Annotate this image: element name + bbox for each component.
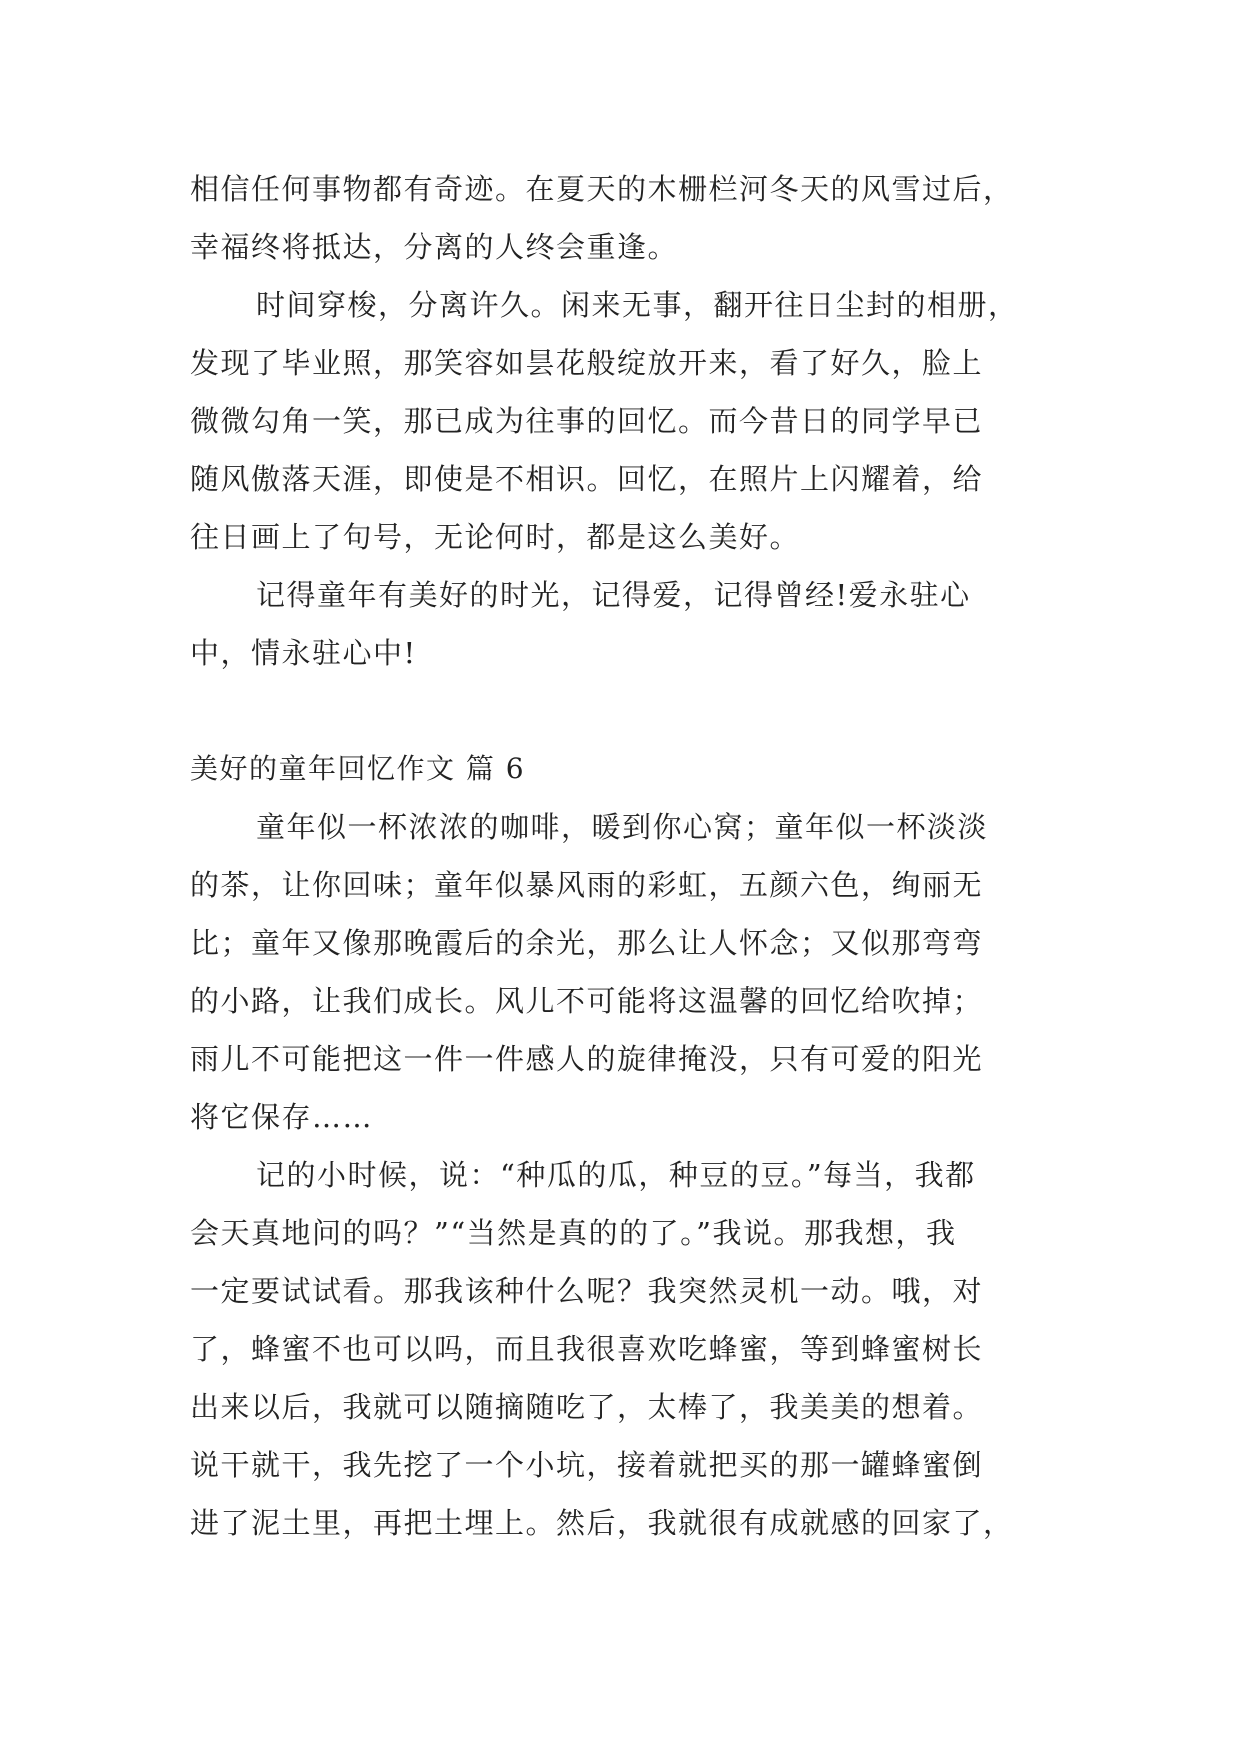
paragraph-line: 记的小时候，说：“种瓜的瓜，种豆的豆。”每当，我都 xyxy=(256,1158,976,1192)
paragraph-5 xyxy=(190,1146,1090,1552)
paragraph-line: 将它保存…… xyxy=(190,1100,374,1134)
paragraph-line: 往日画上了句号，无论何时，都是这么美好。 xyxy=(190,520,801,554)
paragraph-line: 微微勾角一笑，那已成为往事的回忆。而今昔日的同学早已 xyxy=(190,404,984,438)
paragraph-line: 比；童年又像那晚霞后的余光，那么让人怀念；又似那弯弯 xyxy=(190,926,984,960)
paragraph-line: 发现了毕业照，那笑容如昙花般绽放开来，看了好久，脸上 xyxy=(190,346,984,380)
paragraph-line: 幸福终将抵达，分离的人终会重逢。 xyxy=(190,230,679,264)
section-spacer xyxy=(190,682,1090,740)
paragraph-4 xyxy=(190,798,1090,1146)
document-body xyxy=(190,160,1090,1552)
paragraph-line: 时间穿梭，分离许久。闲来无事，翻开往日尘封的相册， xyxy=(256,288,1019,322)
paragraph-3 xyxy=(190,566,1090,682)
paragraph-line: 相信任何事物都有奇迹。在夏天的木栅栏河冬天的风雪过后， xyxy=(190,172,1014,206)
paragraph-line: 记得童年有美好的时光，记得爱，记得曾经!爱永驻心 xyxy=(256,578,971,612)
paragraph-1 xyxy=(190,160,1090,276)
paragraph-line: 童年似一杯浓浓的咖啡，暖到你心窝；童年似一杯淡淡 xyxy=(256,810,989,844)
paragraph-line: 说干就干，我先挖了一个小坑，接着就把买的那一罐蜂蜜倒 xyxy=(190,1448,984,1482)
section-title: 美好的童年回忆作文 篇 6 xyxy=(190,752,526,785)
paragraph-line: 随风傲落天涯，即使是不相识。回忆，在照片上闪耀着，给 xyxy=(190,462,984,496)
paragraph-2 xyxy=(190,276,1090,566)
paragraph-line: 会天真地问的吗？”“当然是真的的了。”我说。那我想，我 xyxy=(190,1216,957,1250)
paragraph-line: 了，蜂蜜不也可以吗，而且我很喜欢吃蜂蜜，等到蜂蜜树长 xyxy=(190,1332,984,1366)
paragraph-line: 中，情永驻心中! xyxy=(190,636,417,670)
paragraph-line: 的茶，让你回味；童年似暴风雨的彩虹，五颜六色，绚丽无 xyxy=(190,868,984,902)
paragraph-line: 的小路，让我们成长。风儿不可能将这温馨的回忆给吹掉； xyxy=(190,984,984,1018)
paragraph-line: 一定要试试看。那我该种什么呢？我突然灵机一动。哦，对 xyxy=(190,1274,984,1308)
paragraph-line: 进了泥土里，再把土埋上。然后，我就很有成就感的回家了， xyxy=(190,1506,1014,1540)
paragraph-line: 出来以后，我就可以随摘随吃了，太棒了，我美美的想着。 xyxy=(190,1390,984,1424)
paragraph-line: 雨儿不可能把这一件一件感人的旋律掩没，只有可爱的阳光 xyxy=(190,1042,984,1076)
